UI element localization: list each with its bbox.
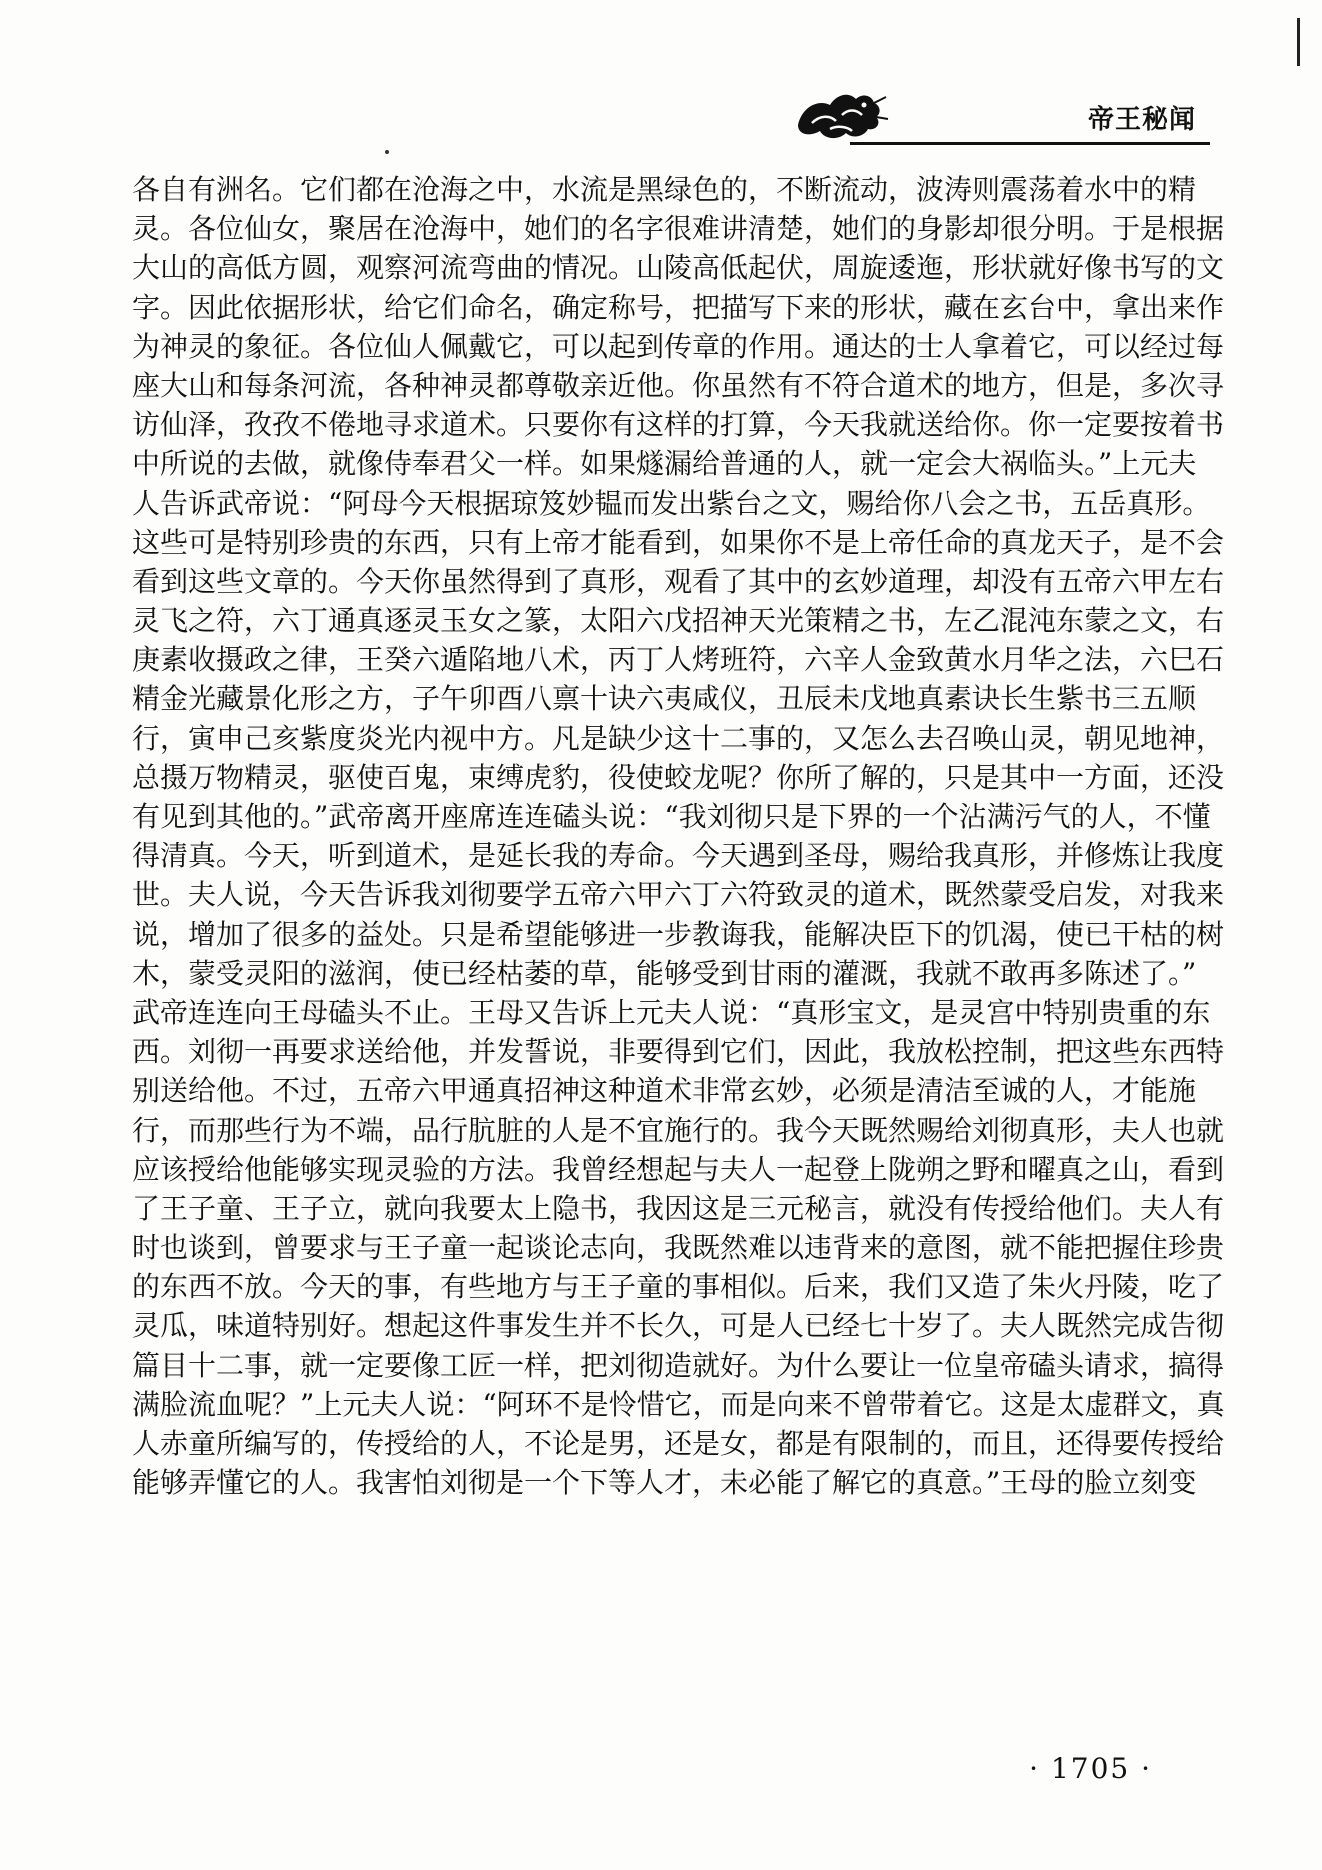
text-line: 篇目十二事，就一定要像工匠一样，把刘彻造就好。为什么要让一位皇帝磕头请求，搞得 — [132, 1348, 1225, 1382]
body-text — [132, 170, 1225, 1735]
text-line: 有见到其他的。”武帝离开座席连连磕头说：“我刘彻只是下界的一个沾满污气的人，不懂 — [132, 800, 1211, 833]
text-line: 中所说的去做，就像侍奉君父一样。如果燧漏给普通的人，就一定会大祸临头。”上元夫 — [132, 447, 1197, 481]
text-line: 时也谈到，曾要求与王子童一起谈论志向，我既然难以违背来的意图，就不能把握住珍贵 — [132, 1231, 1225, 1265]
running-header — [790, 85, 1210, 145]
header-rule — [850, 142, 1210, 145]
header-title: 帝王秘闻 — [1087, 105, 1196, 135]
text-line: 灵飞之符，六丁通真逐灵玉女之篆，太阳六戊招神天光策精之书，左乙混沌东蒙之文，右 — [132, 604, 1225, 638]
text-line: 得清真。今天，听到道术，是延长我的寿命。今天遇到圣母，赐给我真形，并修炼让我度 — [132, 839, 1225, 873]
text-line: 座大山和每条河流，各种神灵都尊敬亲近他。你虽然有不符合道术的地方，但是，多次寻 — [132, 368, 1225, 402]
margin-mark — [1297, 18, 1300, 66]
text-line: 精金光藏景化形之方，子午卯酉八禀十诀六夷咸仪，丑辰未戊地真素诀长生紫书三五顺 — [132, 682, 1197, 716]
text-line: 别送给他。不过，五帝六甲通真招神这种道术非常玄妙，必须是清洁至诚的人，才能施 — [132, 1074, 1197, 1108]
text-line: 满脸流血呢？”上元夫人说：“阿环不是怜惜它，而是向来不曾带着它。这是太虚群文，真 — [132, 1387, 1225, 1421]
text-line: 了王子童、王子立，就向我要太上隐书，我因这是三元秘言，就没有传授给他们。夫人有 — [132, 1191, 1225, 1225]
text-line: 武帝连连向王母磕头不止。王母又告诉上元夫人说：“真形宝文，是灵宫中特别贵重的东 — [132, 995, 1211, 1029]
text-line: 为神灵的象征。各位仙人佩戴它，可以起到传章的作用。通达的士人拿着它，可以经过每 — [132, 329, 1225, 363]
text-line: 说，增加了很多的益处。只是希望能够进一步教诲我，能解决臣下的饥渴，使已干枯的树 — [132, 917, 1225, 951]
text-line: 庚素收摄政之律，王癸六遁陷地八术，丙丁人烤班符，六辛人金致黄水月华之法，六巳石 — [132, 643, 1225, 677]
stray-mark — [385, 150, 389, 154]
text-line: 西。刘彻一再要求送给他，并发誓说，非要得到它们，因此，我放松控制，把这些东西特 — [132, 1035, 1225, 1069]
text-line: 应该授给他能够实现灵验的方法。我曾经想起与夫人一起登上陇朔之野和曜真之山，看到 — [132, 1152, 1225, 1186]
text-line: 这些可是特别珍贵的东西，只有上帝才能看到，如果你不是上帝任命的真龙天子，是不会 — [132, 525, 1225, 559]
text-line: 人告诉武帝说：“阿母今天根据琼笈妙韫而发出紫台之文，赐给你八会之书，五岳真形。 — [132, 486, 1211, 520]
text-line: 木，蒙受灵阳的滋润，使已经枯萎的草，能够受到甘雨的灌溉，我就不敢再多陈述了。” — [132, 956, 1197, 990]
text-line: 大山的高低方圆，观察河流弯曲的情况。山陵高低起伏，周旋逶迤，形状就好像书写的文 — [132, 251, 1225, 285]
page-number: · 1705 · — [1029, 1752, 1152, 1785]
dragon-icon — [790, 85, 890, 145]
text-line: 各自有洲名。它们都在沧海之中，水流是黑绿色的，不断流动，波涛则震荡着水中的精 — [132, 173, 1197, 206]
text-line: 能够弄懂它的人。我害怕刘彻是一个下等人才，未必能了解它的真意。”王母的脸立刻变 — [132, 1466, 1197, 1500]
text-line: 灵瓜，味道特别好。想起这件事发生并不长久，可是人已经七十岁了。夫人既然完成告彻 — [132, 1309, 1225, 1343]
text-line: 的东西不放。今天的事，有些地方与王子童的事相似。后来，我们又造了朱火丹陵，吃了 — [132, 1270, 1225, 1304]
text-line: 总摄万物精灵，驱使百鬼，束缚虎豹，役使蛟龙呢？你所了解的，只是其中一方面，还没 — [132, 760, 1225, 794]
text-line: 行，而那些行为不端，品行肮脏的人是不宜施行的。我今天既然赐给刘彻真形，夫人也就 — [132, 1113, 1225, 1147]
text-line: 访仙泽，孜孜不倦地寻求道术。只要你有这样的打算，今天我就送给你。你一定要按着书 — [132, 408, 1225, 442]
text-line: 世。夫人说，今天告诉我刘彻要学五帝六甲六丁六符致灵的道术，既然蒙受启发，对我来 — [132, 878, 1225, 912]
text-line: 看到这些文章的。今天你虽然得到了真形，观看了其中的玄妙道理，却没有五帝六甲左右 — [132, 564, 1225, 598]
text-line: 灵。各位仙女，聚居在沧海中，她们的名字很难讲清楚，她们的身影却很分明。于是根据 — [132, 212, 1225, 246]
text-line: 字。因此依据形状，给它们命名，确定称号，把描写下来的形状，藏在玄台中，拿出来作 — [132, 290, 1225, 324]
text-line: 人赤童所编写的，传授给的人，不论是男，还是女，都是有限制的，而且，还得要传授给 — [132, 1427, 1225, 1460]
text-line: 行，寅申己亥紫度炎光内视中方。凡是缺少这十二事的，又怎么去召唤山灵，朝见地神， — [132, 721, 1225, 755]
